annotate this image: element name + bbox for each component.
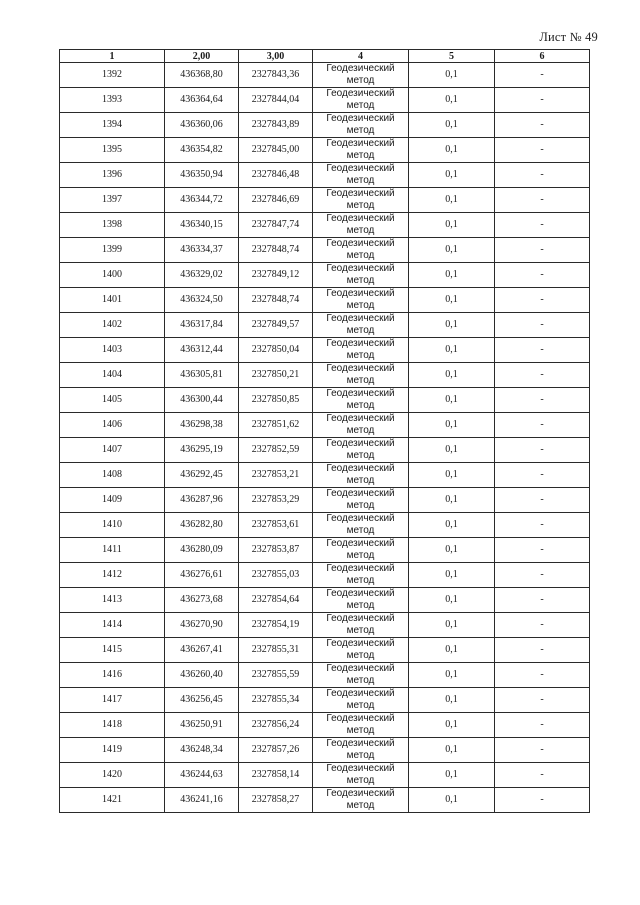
table-row <box>60 88 590 113</box>
method-line-1: Геодезический <box>326 588 395 599</box>
coordinate-y: 2327848,74 <box>239 288 313 313</box>
accuracy-value: 0,1 <box>409 638 495 663</box>
accuracy-value: 0,1 <box>409 463 495 488</box>
method-line-1: Геодезический <box>326 738 395 749</box>
coordinate-x: 436295,19 <box>165 438 239 463</box>
note-value: - <box>495 363 590 388</box>
header-col-1: 1 <box>60 50 165 63</box>
note-value: - <box>495 638 590 663</box>
coordinate-x: 436282,80 <box>165 513 239 538</box>
note-value: - <box>495 213 590 238</box>
method-line-1: Геодезический <box>326 713 395 724</box>
method-cell <box>313 313 409 338</box>
table-row <box>60 263 590 288</box>
accuracy-value: 0,1 <box>409 88 495 113</box>
method-line-2: метод <box>346 325 375 336</box>
method-line-2: метод <box>346 650 375 661</box>
accuracy-value: 0,1 <box>409 513 495 538</box>
coordinate-y: 2327849,57 <box>239 313 313 338</box>
method-line-2: метод <box>346 575 375 586</box>
note-value: - <box>495 538 590 563</box>
table-row <box>60 63 590 88</box>
table-row <box>60 413 590 438</box>
method-line-1: Геодезический <box>326 88 395 99</box>
note-value: - <box>495 388 590 413</box>
point-number: 1421 <box>60 788 165 813</box>
method-line-2: метод <box>346 775 375 786</box>
point-number: 1395 <box>60 138 165 163</box>
table-row <box>60 163 590 188</box>
method-cell <box>313 113 409 138</box>
method-cell <box>313 213 409 238</box>
coordinate-y: 2327853,87 <box>239 538 313 563</box>
point-number: 1415 <box>60 638 165 663</box>
table-body <box>60 63 590 813</box>
point-number: 1396 <box>60 163 165 188</box>
coordinate-x: 436287,96 <box>165 488 239 513</box>
method-line-1: Геодезический <box>326 688 395 699</box>
note-value: - <box>495 288 590 313</box>
method-cell <box>313 613 409 638</box>
method-line-2: метод <box>346 125 375 136</box>
table-row <box>60 663 590 688</box>
method-line-1: Геодезический <box>326 388 395 399</box>
table-row <box>60 763 590 788</box>
table-row <box>60 438 590 463</box>
method-line-2: метод <box>346 225 375 236</box>
method-cell <box>313 288 409 313</box>
accuracy-value: 0,1 <box>409 263 495 288</box>
point-number: 1401 <box>60 288 165 313</box>
sheet-number: Лист № 49 <box>539 30 598 44</box>
method-cell <box>313 338 409 363</box>
coordinate-x: 436317,84 <box>165 313 239 338</box>
method-line-2: метод <box>346 275 375 286</box>
method-line-1: Геодезический <box>326 463 395 474</box>
coordinate-y: 2327853,29 <box>239 488 313 513</box>
note-value: - <box>495 463 590 488</box>
method-line-1: Геодезический <box>326 638 395 649</box>
note-value: - <box>495 663 590 688</box>
table-row <box>60 738 590 763</box>
coordinates-table <box>59 49 590 813</box>
table-row <box>60 288 590 313</box>
point-number: 1400 <box>60 263 165 288</box>
method-line-2: метод <box>346 375 375 386</box>
method-line-2: метод <box>346 100 375 111</box>
point-number: 1399 <box>60 238 165 263</box>
table-row <box>60 613 590 638</box>
coordinate-x: 436354,82 <box>165 138 239 163</box>
coordinate-y: 2327851,62 <box>239 413 313 438</box>
table-row <box>60 513 590 538</box>
table-row <box>60 463 590 488</box>
method-line-2: метод <box>346 725 375 736</box>
method-cell <box>313 638 409 663</box>
coordinate-x: 436364,64 <box>165 88 239 113</box>
method-line-2: метод <box>346 600 375 611</box>
method-line-1: Геодезический <box>326 213 395 224</box>
method-cell <box>313 163 409 188</box>
point-number: 1417 <box>60 688 165 713</box>
method-cell <box>313 88 409 113</box>
point-number: 1413 <box>60 588 165 613</box>
coordinate-x: 436267,41 <box>165 638 239 663</box>
coordinate-y: 2327855,59 <box>239 663 313 688</box>
method-line-2: метод <box>346 525 375 536</box>
method-line-2: метод <box>346 750 375 761</box>
method-cell <box>313 263 409 288</box>
accuracy-value: 0,1 <box>409 63 495 88</box>
coordinate-x: 436350,94 <box>165 163 239 188</box>
coordinate-x: 436334,37 <box>165 238 239 263</box>
method-line-2: метод <box>346 400 375 411</box>
accuracy-value: 0,1 <box>409 438 495 463</box>
coordinate-y: 2327847,74 <box>239 213 313 238</box>
coordinate-x: 436276,61 <box>165 563 239 588</box>
point-number: 1411 <box>60 538 165 563</box>
method-line-1: Геодезический <box>326 163 395 174</box>
note-value: - <box>495 613 590 638</box>
point-number: 1419 <box>60 738 165 763</box>
coordinate-y: 2327850,85 <box>239 388 313 413</box>
coordinate-y: 2327843,89 <box>239 113 313 138</box>
coordinate-y: 2327855,31 <box>239 638 313 663</box>
accuracy-value: 0,1 <box>409 388 495 413</box>
coordinate-y: 2327853,21 <box>239 463 313 488</box>
accuracy-value: 0,1 <box>409 588 495 613</box>
method-cell <box>313 688 409 713</box>
accuracy-value: 0,1 <box>409 563 495 588</box>
point-number: 1404 <box>60 363 165 388</box>
coordinate-x: 436260,40 <box>165 663 239 688</box>
coordinate-x: 436244,63 <box>165 763 239 788</box>
method-line-1: Геодезический <box>326 513 395 524</box>
note-value: - <box>495 588 590 613</box>
coordinate-x: 436250,91 <box>165 713 239 738</box>
accuracy-value: 0,1 <box>409 413 495 438</box>
method-line-1: Геодезический <box>326 488 395 499</box>
note-value: - <box>495 163 590 188</box>
note-value: - <box>495 113 590 138</box>
point-number: 1393 <box>60 88 165 113</box>
coordinate-x: 436248,34 <box>165 738 239 763</box>
method-cell <box>313 663 409 688</box>
header-col-4: 4 <box>313 50 409 63</box>
coordinate-x: 436270,90 <box>165 613 239 638</box>
coordinate-x: 436305,81 <box>165 363 239 388</box>
note-value: - <box>495 63 590 88</box>
table-row <box>60 238 590 263</box>
method-line-1: Геодезический <box>326 313 395 324</box>
method-line-2: метод <box>346 550 375 561</box>
accuracy-value: 0,1 <box>409 763 495 788</box>
note-value: - <box>495 488 590 513</box>
method-cell <box>313 463 409 488</box>
header-col-2: 2,00 <box>165 50 239 63</box>
coordinate-y: 2327850,21 <box>239 363 313 388</box>
method-line-2: метод <box>346 675 375 686</box>
method-line-2: метод <box>346 300 375 311</box>
coordinate-x: 436292,45 <box>165 463 239 488</box>
table-row <box>60 588 590 613</box>
method-line-1: Геодезический <box>326 288 395 299</box>
method-line-1: Геодезический <box>326 263 395 274</box>
method-line-1: Геодезический <box>326 613 395 624</box>
coordinate-x: 436344,72 <box>165 188 239 213</box>
coordinate-x: 436329,02 <box>165 263 239 288</box>
method-line-2: метод <box>346 425 375 436</box>
method-line-1: Геодезический <box>326 563 395 574</box>
accuracy-value: 0,1 <box>409 238 495 263</box>
note-value: - <box>495 513 590 538</box>
coordinate-y: 2327857,26 <box>239 738 313 763</box>
method-line-1: Геодезический <box>326 663 395 674</box>
accuracy-value: 0,1 <box>409 363 495 388</box>
method-cell <box>313 788 409 813</box>
method-line-1: Геодезический <box>326 63 395 74</box>
accuracy-value: 0,1 <box>409 688 495 713</box>
method-cell <box>313 188 409 213</box>
method-cell <box>313 438 409 463</box>
point-number: 1412 <box>60 563 165 588</box>
method-cell <box>313 513 409 538</box>
coordinate-y: 2327858,14 <box>239 763 313 788</box>
method-cell <box>313 238 409 263</box>
header-col-5: 5 <box>409 50 495 63</box>
coordinate-y: 2327849,12 <box>239 263 313 288</box>
coordinate-y: 2327846,69 <box>239 188 313 213</box>
note-value: - <box>495 338 590 363</box>
method-cell <box>313 563 409 588</box>
coordinate-y: 2327855,03 <box>239 563 313 588</box>
method-line-2: метод <box>346 800 375 811</box>
method-cell <box>313 488 409 513</box>
method-cell <box>313 63 409 88</box>
method-line-2: метод <box>346 450 375 461</box>
note-value: - <box>495 238 590 263</box>
method-line-1: Геодезический <box>326 138 395 149</box>
accuracy-value: 0,1 <box>409 313 495 338</box>
method-line-2: метод <box>346 175 375 186</box>
method-line-1: Геодезический <box>326 338 395 349</box>
method-line-1: Геодезический <box>326 188 395 199</box>
point-number: 1397 <box>60 188 165 213</box>
note-value: - <box>495 88 590 113</box>
coordinate-y: 2327843,36 <box>239 63 313 88</box>
accuracy-value: 0,1 <box>409 113 495 138</box>
accuracy-value: 0,1 <box>409 338 495 363</box>
method-cell <box>313 588 409 613</box>
point-number: 1392 <box>60 63 165 88</box>
header-row <box>60 50 590 63</box>
method-cell <box>313 388 409 413</box>
accuracy-value: 0,1 <box>409 163 495 188</box>
table-row <box>60 113 590 138</box>
coordinate-y: 2327853,61 <box>239 513 313 538</box>
table-row <box>60 363 590 388</box>
method-line-1: Геодезический <box>326 363 395 374</box>
note-value: - <box>495 563 590 588</box>
method-line-2: метод <box>346 250 375 261</box>
table-row <box>60 638 590 663</box>
point-number: 1416 <box>60 663 165 688</box>
point-number: 1418 <box>60 713 165 738</box>
method-line-2: метод <box>346 350 375 361</box>
method-line-1: Геодезический <box>326 788 395 799</box>
table-row <box>60 138 590 163</box>
coordinate-x: 436298,38 <box>165 413 239 438</box>
accuracy-value: 0,1 <box>409 613 495 638</box>
point-number: 1409 <box>60 488 165 513</box>
note-value: - <box>495 138 590 163</box>
method-line-2: метод <box>346 700 375 711</box>
method-cell <box>313 738 409 763</box>
accuracy-value: 0,1 <box>409 538 495 563</box>
coordinate-x: 436256,45 <box>165 688 239 713</box>
accuracy-value: 0,1 <box>409 713 495 738</box>
accuracy-value: 0,1 <box>409 188 495 213</box>
table-row <box>60 388 590 413</box>
accuracy-value: 0,1 <box>409 138 495 163</box>
note-value: - <box>495 438 590 463</box>
point-number: 1414 <box>60 613 165 638</box>
coordinate-y: 2327844,04 <box>239 88 313 113</box>
header-col-6: 6 <box>495 50 590 63</box>
point-number: 1405 <box>60 388 165 413</box>
method-line-2: метод <box>346 500 375 511</box>
coordinate-x: 436360,06 <box>165 113 239 138</box>
note-value: - <box>495 413 590 438</box>
coordinate-x: 436300,44 <box>165 388 239 413</box>
method-line-1: Геодезический <box>326 538 395 549</box>
method-line-1: Геодезический <box>326 238 395 249</box>
table-row <box>60 788 590 813</box>
point-number: 1408 <box>60 463 165 488</box>
point-number: 1398 <box>60 213 165 238</box>
coordinate-y: 2327855,34 <box>239 688 313 713</box>
accuracy-value: 0,1 <box>409 663 495 688</box>
method-line-2: метод <box>346 200 375 211</box>
coordinate-x: 436368,80 <box>165 63 239 88</box>
note-value: - <box>495 713 590 738</box>
note-value: - <box>495 263 590 288</box>
point-number: 1394 <box>60 113 165 138</box>
note-value: - <box>495 788 590 813</box>
coordinate-x: 436340,15 <box>165 213 239 238</box>
note-value: - <box>495 688 590 713</box>
note-value: - <box>495 763 590 788</box>
method-line-1: Геодезический <box>326 438 395 449</box>
table-row <box>60 538 590 563</box>
point-number: 1406 <box>60 413 165 438</box>
method-cell <box>313 538 409 563</box>
coordinate-y: 2327848,74 <box>239 238 313 263</box>
coordinate-x: 436312,44 <box>165 338 239 363</box>
method-cell <box>313 713 409 738</box>
method-line-2: метод <box>346 75 375 86</box>
point-number: 1407 <box>60 438 165 463</box>
coordinate-y: 2327858,27 <box>239 788 313 813</box>
accuracy-value: 0,1 <box>409 738 495 763</box>
method-cell <box>313 413 409 438</box>
point-number: 1410 <box>60 513 165 538</box>
accuracy-value: 0,1 <box>409 213 495 238</box>
coordinate-y: 2327850,04 <box>239 338 313 363</box>
table-row <box>60 188 590 213</box>
accuracy-value: 0,1 <box>409 288 495 313</box>
method-line-1: Геодезический <box>326 763 395 774</box>
coordinate-x: 436241,16 <box>165 788 239 813</box>
method-line-1: Геодезический <box>326 113 395 124</box>
note-value: - <box>495 313 590 338</box>
method-cell <box>313 363 409 388</box>
accuracy-value: 0,1 <box>409 788 495 813</box>
coordinate-x: 436280,09 <box>165 538 239 563</box>
method-line-1: Геодезический <box>326 413 395 424</box>
header-col-3: 3,00 <box>239 50 313 63</box>
coordinate-y: 2327845,00 <box>239 138 313 163</box>
table-row <box>60 713 590 738</box>
table-row <box>60 338 590 363</box>
coordinate-y: 2327854,64 <box>239 588 313 613</box>
accuracy-value: 0,1 <box>409 488 495 513</box>
method-line-2: метод <box>346 625 375 636</box>
coordinate-y: 2327846,48 <box>239 163 313 188</box>
point-number: 1402 <box>60 313 165 338</box>
coordinate-y: 2327856,24 <box>239 713 313 738</box>
table-row <box>60 488 590 513</box>
method-line-2: метод <box>346 150 375 161</box>
coordinate-x: 436324,50 <box>165 288 239 313</box>
point-number: 1420 <box>60 763 165 788</box>
method-cell <box>313 138 409 163</box>
note-value: - <box>495 188 590 213</box>
coordinate-y: 2327852,59 <box>239 438 313 463</box>
method-line-2: метод <box>346 475 375 486</box>
point-number: 1403 <box>60 338 165 363</box>
method-cell <box>313 763 409 788</box>
table-row <box>60 313 590 338</box>
table-row <box>60 563 590 588</box>
table-row <box>60 688 590 713</box>
coordinate-x: 436273,68 <box>165 588 239 613</box>
coordinate-y: 2327854,19 <box>239 613 313 638</box>
note-value: - <box>495 738 590 763</box>
table-row <box>60 213 590 238</box>
table-header <box>60 50 590 63</box>
